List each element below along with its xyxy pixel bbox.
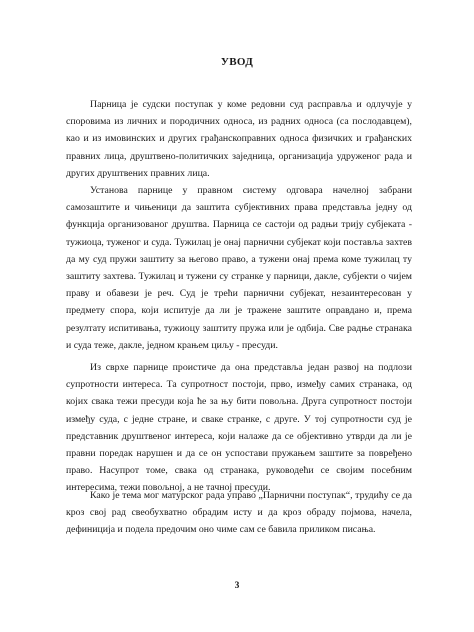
page-title: УВОД — [220, 56, 254, 68]
page-number: 3 — [234, 581, 240, 591]
paragraph-3: Из сврхе парнице проистиче да она представља један развој на подлози супротности интереса. Та супротност постоји, прво, између самих странака, од којих свака тежи пресуди која ће за њу бити повољна. Друга супротност постоји између суда, с једне стране, и сваке странке, с друге. У тој супротности суд је представник друштвеног интереса, који налаже да се објективно утврди да ли је правни поредак нарушен и да се он успостави пружањем заштите за повређено право. Насупрот томе, свака од странака, руководећи се својим посебним интересима, тежи повољној, а не тачној пресуди. — [66, 362, 412, 494]
paragraph-4: Како је тема мог матурског рада управо „Парнични поступак“, трудићу се да кроз свој рад свеобухватно обрадим исту и да кроз обраду појмова, начела, дефиниција и подела предочим оно чиме сам се бавила приликом писања. — [66, 490, 412, 536]
paragraph-2: Установа парнице у правном систему одговара начелној забрани самозаштите и чињеници да заштита субјективних права представља једну од функција организованог друштва. Парница се састоји од радњи трију субјеката - тужиоца, туженог и суда. Тужилац је онај парнични субјекат који поставља захтев да му суд пружи заштиту за његово право, а тужени онај према коме тужилац ту заштиту захтева. Тужилац и тужени су странке у парници, дакле, субјекти о чијем праву и обавези је реч. Суд је трећи парнични субјекат, незаинтересован у предмету спора, који испитује да ли је тражене заштите оправдано и, према резултату испитивања, тужиоцу заштиту пружа или је одбија. Све радње странака и суда теже, дакле, једном крањем циљу - пресуди. — [66, 185, 412, 351]
paragraph-1: Парница је судски поступак у коме редовни суд расправља и одлучује у споровима из личних и породичних односа, из радних односа (са послодавцем), као и из имовинских и других грађанскоправних односа физичких и грађанских правних лица, друштвено-политичких заједница, организација удруженог рада и других друштвених правних лица. — [66, 99, 412, 179]
